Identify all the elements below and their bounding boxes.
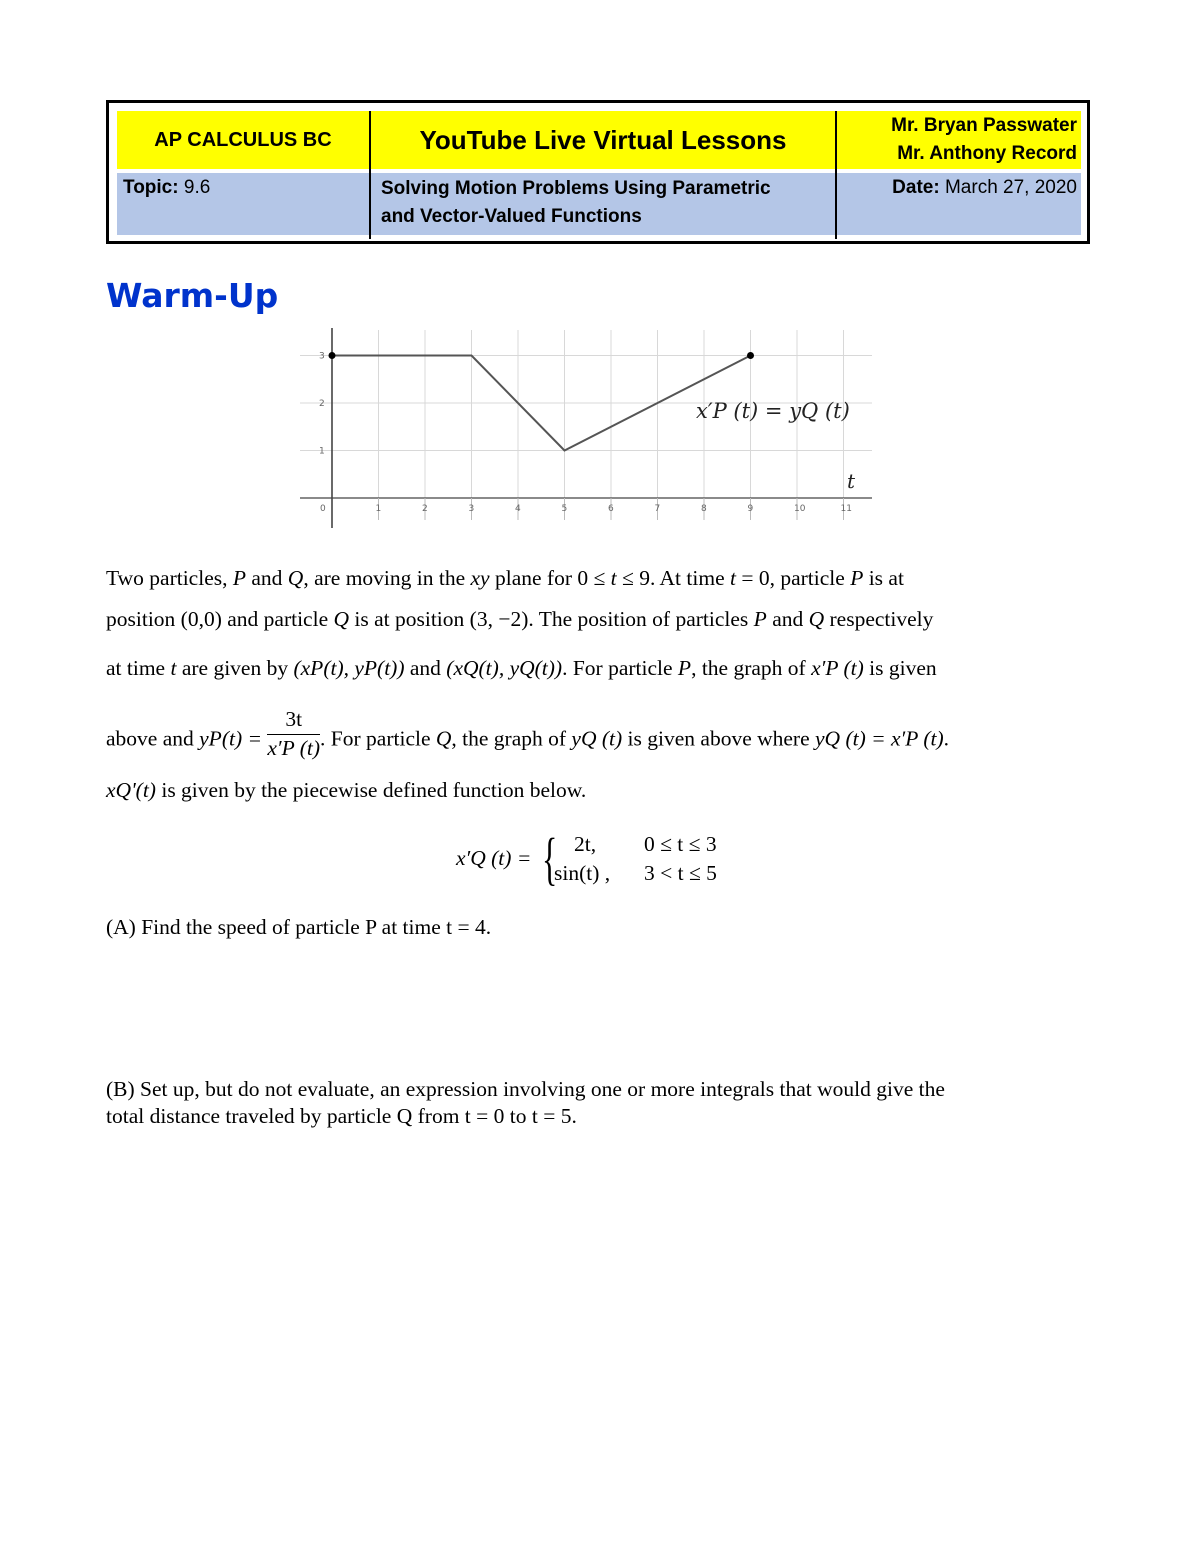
question-a: (A) Find the speed of particle P at time t = 4. <box>106 915 492 939</box>
topic-value: 9.6 <box>183 177 211 198</box>
course-cell <box>117 111 369 169</box>
fraction: $\frac{3t}{x'P (t)}$ <box>267 704 320 761</box>
question-b: (B) Set up, but do not evaluate, an expression involving one or more integrals that would give the total distance traveled by particle Q from t = 0 to t = 5. <box>106 1077 945 1128</box>
problem-line-3: at time t are given by (xP(t), yP(t)) and (xQ(t), yQ(t)). For particle P, the graph of x′P (t) is given <box>106 656 937 680</box>
piece-1-expr: 2t, <box>574 832 597 856</box>
x-tick-label: 0 <box>320 504 326 514</box>
teacher-1: Mr. Bryan Passwater <box>891 115 1077 136</box>
x-tick-label: 11 <box>840 504 852 514</box>
graph-annotation: x′P (t) = yQ (t) <box>696 399 850 423</box>
course-name: AP CALCULUS BC <box>154 128 332 151</box>
x-tick-label: 5 <box>561 504 568 514</box>
date-label: Date: <box>892 177 940 198</box>
lesson-title-line-1: Solving Motion Problems Using Parametric <box>381 178 771 199</box>
series-cell <box>371 111 835 169</box>
lesson-title-line-2: and Vector-Valued Functions <box>381 206 642 227</box>
position-q: (xQ(t), yQ(t)) <box>446 656 563 680</box>
column-divider <box>835 111 837 239</box>
x-tick-label: 10 <box>794 504 806 514</box>
problem-line-2: position (0,0) and particle Q is at position (3, −2). The position of particles P and Q respectively <box>106 607 934 631</box>
topic-label: Topic: <box>123 177 179 198</box>
date-value: March 27, 2020 <box>944 177 1077 198</box>
x-axis-label: t <box>847 469 856 493</box>
problem-line-4: above and yP(t) = $\frac{3t}{x'P (t)}$ . For particle Q, the graph of yQ (t) is given above where yQ (t) = x′P (t). <box>106 712 1096 769</box>
x-tick-label: 4 <box>515 504 521 514</box>
date-cell <box>837 173 1081 235</box>
y-tick-label: 2 <box>319 399 325 409</box>
lesson-title-cell <box>371 173 835 235</box>
x-tick-label: 8 <box>701 504 707 514</box>
position-p: (xP(t), yP(t)) <box>293 656 405 680</box>
y-tick-label: 1 <box>319 446 325 457</box>
x-tick-label: 9 <box>747 504 754 514</box>
problem-line-1: Two particles, P and Q, are moving in the xy plane for 0 ≤ t ≤ 9. At time t = 0, particle P is at <box>106 566 904 590</box>
teacher-2: Mr. Anthony Record <box>897 143 1077 164</box>
data-point <box>329 352 336 359</box>
problem-line-5: xQ'(t) is given by the piecewise defined function below. <box>106 778 587 802</box>
teachers-cell <box>837 111 1081 169</box>
x-tick-label: 7 <box>654 504 661 514</box>
left-brace: { <box>542 826 558 891</box>
piece-1-condition: 0 ≤ t ≤ 3 <box>644 832 717 856</box>
x-tick-label: 1 <box>375 504 382 514</box>
data-point <box>747 352 754 359</box>
x-tick-label: 3 <box>468 504 475 514</box>
lesson-header-table <box>106 100 1090 244</box>
derivative-graph <box>296 322 886 534</box>
column-divider <box>369 111 371 239</box>
x-tick-label: 2 <box>422 504 428 514</box>
x-tick-label: 6 <box>608 504 614 514</box>
piece-2-expr: sin(t) , <box>554 861 611 885</box>
y-tick-label: 3 <box>319 351 325 362</box>
section-title: Warm-Up <box>106 276 279 315</box>
topic-cell <box>117 173 369 235</box>
series-title: YouTube Live Virtual Lessons <box>419 124 787 155</box>
piecewise-lhs: x′Q (t) = <box>456 846 532 870</box>
piece-2-condition: 3 < t ≤ 5 <box>644 861 717 885</box>
